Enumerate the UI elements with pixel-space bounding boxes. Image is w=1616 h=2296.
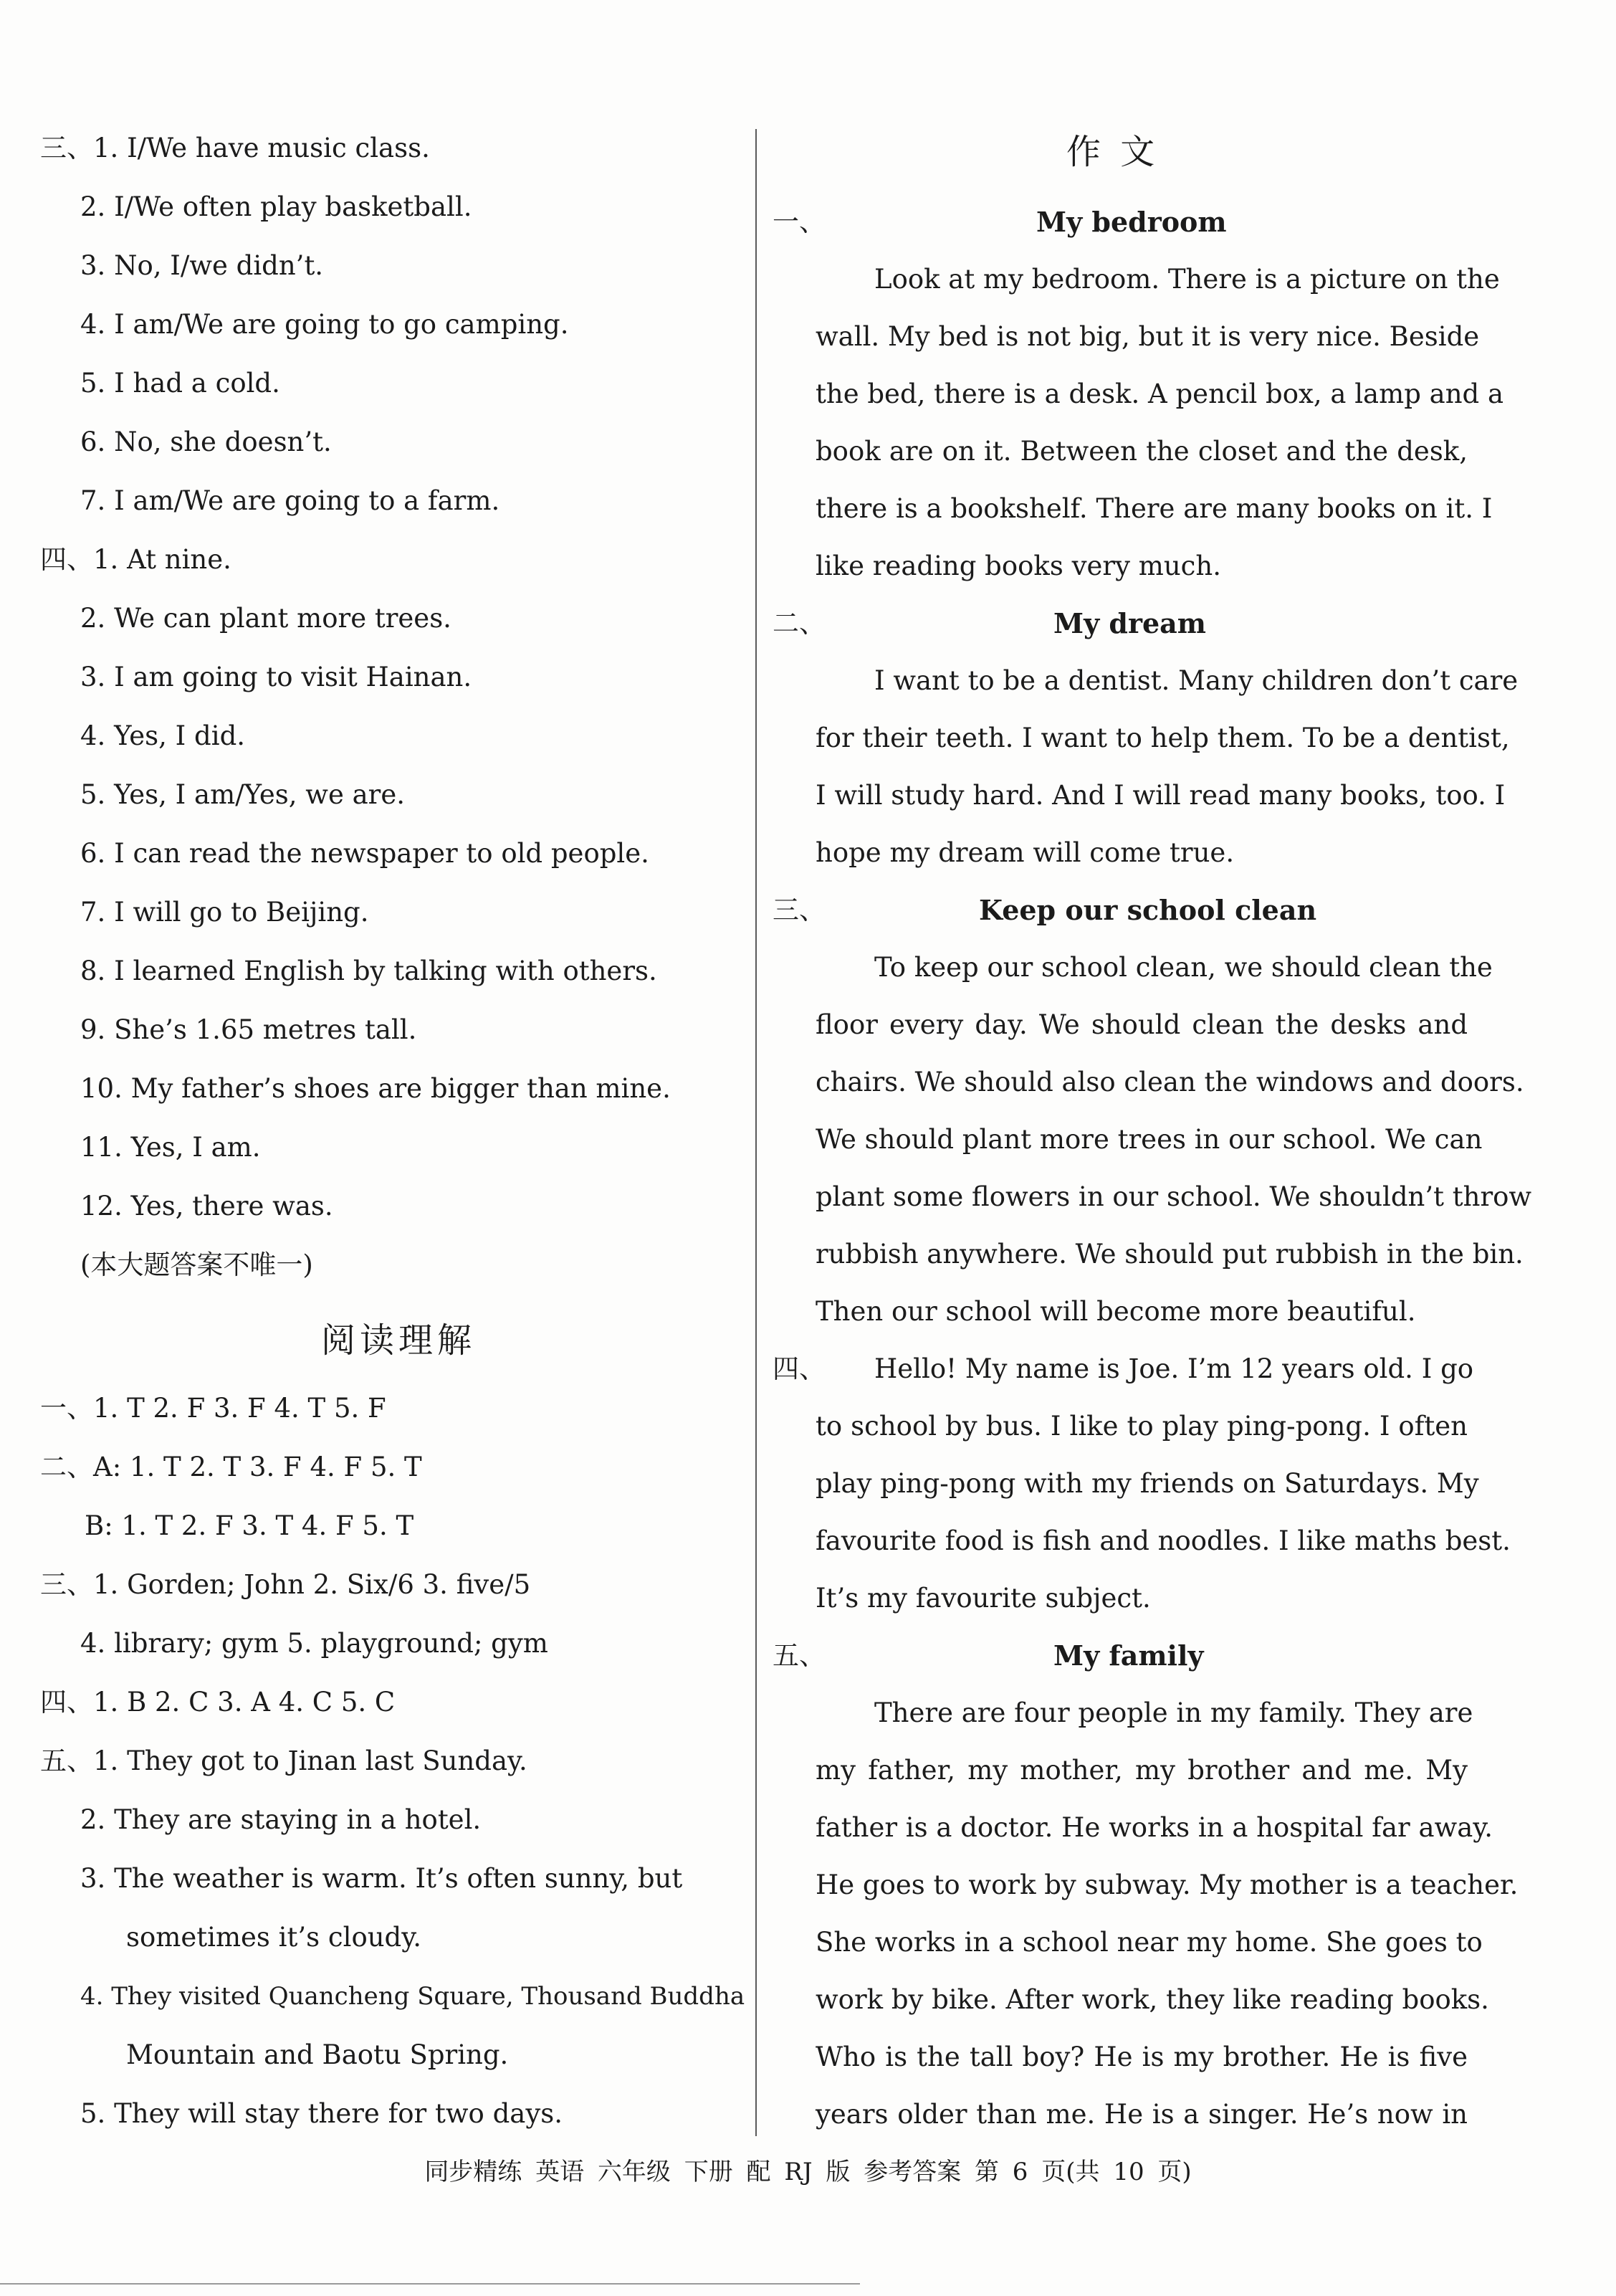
answer-line: B: 1. T 2. F 3. T 4. F 5. T: [85, 1510, 414, 1541]
essay-line: There are four people in my family. They are: [874, 1697, 1473, 1728]
answer-line: sometimes it’s cloudy.: [126, 1922, 421, 1953]
essay-line: to school by bus. I like to play ping-pong. I often: [816, 1411, 1468, 1442]
essay-line: the bed, there is a desk. A pencil box, a lamp and a: [816, 378, 1504, 409]
essay-line: like reading books very much.: [816, 551, 1221, 581]
answer-line: 8. I learned English by talking with others.: [80, 956, 657, 986]
answer-line: 7. I will go to Beijing.: [80, 897, 369, 928]
answer-line: 11. Yes, I am.: [80, 1132, 261, 1163]
essay-line: chairs. We should also clean the windows and doors.: [816, 1067, 1524, 1097]
essay-title: Keep our school clean: [979, 894, 1317, 926]
section-number: 一、: [773, 206, 826, 237]
essay-line: He goes to work by subway. My mother is a teacher.: [816, 1869, 1519, 1900]
answer-line: 9. She’s 1.65 metres tall.: [80, 1014, 417, 1045]
essay-line: hope my dream will come true.: [816, 837, 1235, 868]
answer-line: 3. No, I/we didn’t.: [80, 250, 324, 281]
answer-line: 3. The weather is warm. It’s often sunny, but: [80, 1863, 683, 1894]
essay-line: Look at my bedroom. There is a picture on the: [874, 264, 1500, 295]
answer-line: 2. We can plant more trees.: [80, 603, 451, 634]
section-number: 二、: [773, 608, 826, 639]
essay-line: years older than me. He is a singer. He’s now in: [816, 2099, 1468, 2130]
essay-line: She works in a school near my home. She goes to: [816, 1927, 1483, 1958]
essay-line: wall. My bed is not big, but it is very nice. Beside: [816, 321, 1480, 352]
answer-line: 五、1. They got to Jinan last Sunday.: [40, 1745, 527, 1776]
column-divider: [755, 129, 757, 2136]
answer-line: 4. They visited Quancheng Square, Thousand Buddha: [80, 1982, 745, 2011]
section-heading-reading: 阅读理解: [321, 1320, 477, 1361]
answer-line: 7. I am/We are going to a farm.: [80, 485, 500, 516]
answer-line: 4. library; gym 5. playground; gym: [80, 1628, 548, 1659]
answer-line: 四、1. B 2. C 3. A 4. C 5. C: [40, 1687, 396, 1718]
section-heading-composition: 作 文: [1066, 132, 1160, 172]
answer-line: 5. I had a cold.: [80, 368, 280, 399]
essay-line: book are on it. Between the closet and the desk,: [816, 436, 1468, 467]
section-number: 三、: [773, 895, 826, 925]
essay-line: We should plant more trees in our school. We can: [816, 1124, 1483, 1155]
essay-line: there is a bookshelf. There are many books on it. I: [816, 493, 1493, 524]
essay-line: I want to be a dentist. Many children don’t care: [874, 665, 1519, 696]
answer-line: 四、1. At nine.: [40, 544, 231, 575]
answer-line: 二、A: 1. T 2. T 3. F 4. F 5. T: [40, 1452, 422, 1482]
essay-line: rubbish anywhere. We should put rubbish in the bin.: [816, 1239, 1524, 1270]
essay-line: for their teeth. I want to help them. To be a dentist,: [816, 723, 1510, 753]
essay-line: It’s my favourite subject.: [816, 1583, 1151, 1614]
answer-line: 4. I am/We are going to go camping.: [80, 309, 569, 340]
answer-line: 12. Yes, there was.: [80, 1191, 333, 1221]
essay-line: Then our school will become more beautiful.: [816, 1296, 1416, 1327]
answer-line: 10. My father’s shoes are bigger than mine.: [80, 1073, 671, 1104]
essay-line: father is a doctor. He works in a hospital far away.: [816, 1812, 1493, 1843]
essay-line: Who is the tall boy? He is my brother. He is five: [816, 2042, 1468, 2072]
essay-line: To keep our school clean, we should clean the: [874, 952, 1493, 983]
essay-title: My dream: [1053, 607, 1206, 639]
answer-line: Mountain and Baotu Spring.: [126, 2039, 509, 2070]
section-number: 五、: [773, 1640, 826, 1671]
essay-title: My family: [1053, 1639, 1204, 1672]
essay-line: my father, my mother, my brother and me. My: [816, 1755, 1468, 1786]
essay-line: Hello! My name is Joe. I’m 12 years old. I go: [874, 1353, 1474, 1384]
answer-line: 3. I am going to visit Hainan.: [80, 662, 472, 692]
answer-line: 6. No, she doesn’t.: [80, 427, 332, 457]
answer-line: 6. I can read the newspaper to old people.: [80, 838, 649, 869]
page-footer: 同步精练 英语 六年级 下册 配 RJ 版 参考答案 第 6 页(共 10 页): [424, 2158, 1192, 2186]
section-number: 四、: [773, 1353, 826, 1384]
essay-line: play ping-pong with my friends on Saturdays. My: [816, 1468, 1479, 1499]
essay-line: work by bike. After work, they like reading books.: [816, 1984, 1489, 2015]
answer-line: 4. Yes, I did.: [80, 720, 246, 751]
answer-line: 2. I/We often play basketball.: [80, 191, 472, 222]
essay-line: floor every day. We should clean the desks and: [816, 1009, 1468, 1040]
answer-line: 5. They will stay there for two days.: [80, 2098, 563, 2129]
essay-line: I will study hard. And I will read many books, too. I: [816, 780, 1506, 811]
answer-line: 一、1. T 2. F 3. F 4. T 5. F: [40, 1393, 386, 1424]
answer-line: 2. They are staying in a hotel.: [80, 1804, 482, 1835]
answer-note: (本大题答案不唯一): [80, 1249, 313, 1280]
bottom-rule: [0, 2283, 860, 2285]
essay-line: plant some flowers in our school. We shouldn’t throw: [816, 1181, 1532, 1212]
essay-title: My bedroom: [1036, 206, 1227, 238]
answer-line: 三、1. Gorden; John 2. Six/6 3. five/5: [40, 1569, 531, 1600]
answer-line: 5. Yes, I am/Yes, we are.: [80, 779, 406, 810]
essay-line: favourite food is fish and noodles. I like maths best.: [816, 1525, 1511, 1556]
answer-line: 三、1. I/We have music class.: [40, 133, 430, 163]
